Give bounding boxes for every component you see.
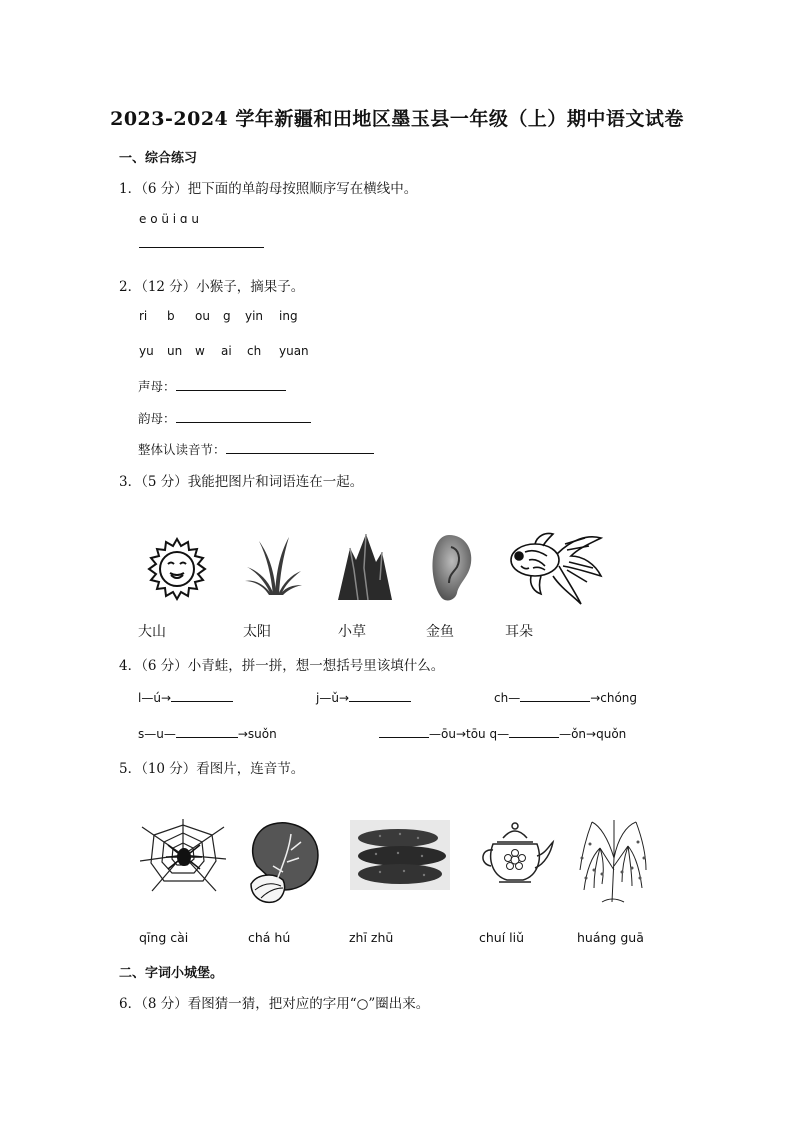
q4-e-blank[interactable]	[379, 725, 429, 738]
willow-icon	[578, 818, 648, 908]
cabbage-icon	[247, 820, 321, 904]
syllable-5: huáng guā	[577, 930, 644, 945]
q4-item-b	[316, 689, 411, 705]
q4-c-answer: →chónɡ	[590, 691, 638, 705]
q4-c-blank[interactable]	[520, 689, 590, 702]
q4-item-c	[494, 689, 637, 705]
q4-d-blank[interactable]	[176, 725, 238, 738]
sun-icon	[140, 537, 214, 601]
question-2: 2．（12 分）小猴子，摘果子。	[119, 279, 305, 295]
shengmu-line	[138, 377, 286, 395]
goldfish-icon	[505, 530, 605, 606]
zhengti-label: 整体认读音节：	[138, 442, 226, 457]
pinyin-item: w	[195, 344, 205, 358]
pinyin-item: ch	[247, 344, 262, 358]
question-6: 6．（8 分）看图猜一猜，把对应的字用“○”圈出来。	[119, 996, 430, 1012]
q4-e-text: —ōu→tōu q—	[429, 727, 510, 741]
pinyin-item: ou	[195, 309, 210, 323]
pinyin-item: ri	[139, 309, 148, 323]
syllable-4: chuí liǔ	[479, 930, 525, 945]
syllable-2: chá hú	[248, 930, 291, 945]
question-4: 4．（6 分）小青蛙，拼一拼，想一想括号里该填什么。	[119, 658, 445, 674]
syllable-3: zhī zhū	[349, 930, 394, 945]
teapot-icon	[477, 820, 555, 888]
word-1: 大山	[138, 624, 166, 640]
shengmu-blank[interactable]	[176, 378, 286, 391]
q4-item-d	[138, 725, 277, 741]
q4-b-blank[interactable]	[349, 689, 411, 702]
section-heading-2: 二、字词小城堡。	[119, 966, 224, 981]
q4-c-text: ch—	[494, 691, 521, 705]
pinyin-item: g	[223, 309, 231, 323]
pinyin-item: yin	[245, 309, 264, 323]
pinyin-item: yu	[139, 344, 154, 358]
ear-icon	[427, 533, 475, 603]
yunmu-blank[interactable]	[176, 410, 311, 423]
grass-icon	[245, 535, 303, 597]
pinyin-item: un	[167, 344, 183, 358]
zhengti-blank[interactable]	[226, 441, 374, 454]
q4-d-answer: →suǒn	[237, 727, 277, 741]
zhengti-line	[138, 440, 374, 458]
answer-line-1[interactable]	[139, 247, 264, 248]
question-3: 3．（5 分）我能把图片和词语连在一起。	[119, 474, 364, 490]
mountain-icon	[336, 530, 394, 600]
q4-d-text: s—u—	[138, 727, 176, 741]
pinyin-item: yuan	[279, 344, 309, 358]
pinyin-item: b	[167, 309, 175, 323]
word-3: 小草	[338, 624, 366, 640]
q4-b-text: j—ǔ→	[316, 691, 349, 705]
word-2: 太阳	[243, 624, 271, 640]
word-5: 耳朵	[505, 624, 533, 640]
question-5: 5．（10 分）看图片，连音节。	[119, 761, 305, 777]
vowel-letters: e o ü i ɑ u	[139, 212, 199, 226]
yunmu-label: 韵母：	[138, 411, 176, 426]
question-1: 1．（6 分）把下面的单韵母按照顺序写在横线中。	[119, 181, 418, 197]
shengmu-label: 声母：	[138, 379, 176, 394]
q4-a-blank[interactable]	[171, 689, 233, 702]
page-title: 2023-2024 学年新疆和田地区墨玉县一年级（上）期中语文试卷	[110, 108, 684, 130]
section-heading-1: 一、综合练习	[119, 151, 198, 166]
pinyin-item: ing	[279, 309, 298, 323]
spider-icon	[140, 817, 226, 893]
cucumber-icon	[350, 820, 450, 890]
q4-f-blank[interactable]	[509, 725, 559, 738]
yunmu-line	[138, 409, 311, 427]
q4-item-a	[138, 689, 233, 705]
syllable-1: qīng cài	[139, 930, 189, 945]
q4-a-text: l—ú→	[138, 691, 171, 705]
q4-item-e	[379, 725, 626, 741]
pinyin-item: ai	[221, 344, 232, 358]
q4-f-answer: —ǒn→quǒn	[559, 727, 627, 741]
word-4: 金鱼	[426, 624, 454, 640]
